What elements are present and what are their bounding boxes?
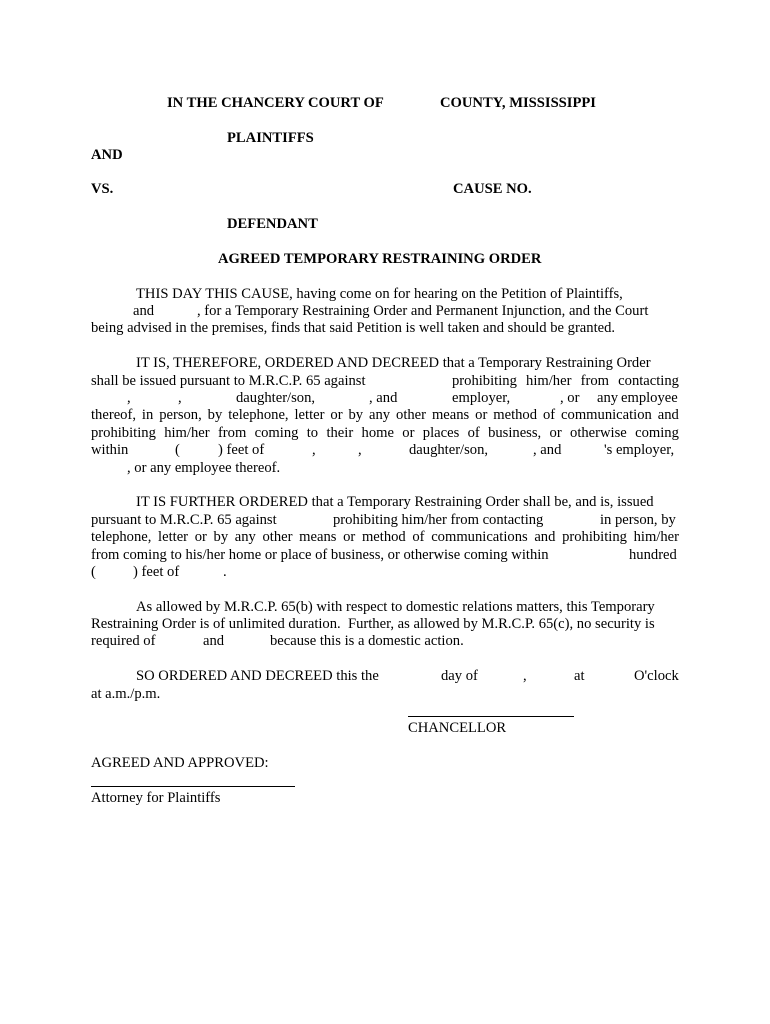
para2-l6-feet: ) feet of <box>218 442 265 458</box>
para2-line5: prohibiting him/her from coming to their home or places of business, or otherwise coming <box>91 425 679 441</box>
para1-line3: being advised in the premises, finds that said Petition is well taken and should be granted. <box>91 320 616 336</box>
para2-l6-paren: ( <box>175 442 180 458</box>
document-title: AGREED TEMPORARY RESTRAINING ORDER <box>218 251 542 267</box>
para2-l3-comma2: , <box>178 390 182 406</box>
para2-l3-employer: employer, <box>452 390 511 406</box>
chancellor-label: CHANCELLOR <box>408 720 507 736</box>
para2-l3-daughterson: daughter/son, <box>236 390 316 406</box>
para3-line1: IT IS FURTHER ORDERED that a Temporary Restraining Order shall be, and is, issued <box>136 494 654 510</box>
para3-l2-a: pursuant to M.R.C.P. 65 against <box>91 512 277 528</box>
para2-l3-employee: employee <box>621 390 678 406</box>
para2-l6-employer: 's employer, <box>604 442 675 458</box>
defendant-label: DEFENDANT <box>227 216 318 232</box>
para2-l6-and: , and <box>533 442 562 458</box>
agreed-approved-label: AGREED AND APPROVED: <box>91 755 269 771</box>
plaintiffs-label: PLAINTIFFS <box>227 130 314 146</box>
para4-l3-reason: because this is a domestic action. <box>270 633 464 649</box>
para1-line2: , for a Temporary Restraining Order and Permanent Injunction, and the Court <box>197 303 649 319</box>
para2-l3-or: , or <box>560 390 580 406</box>
court-county-suffix: COUNTY, MISSISSIPPI <box>440 95 596 111</box>
para2-l3-and: , and <box>369 390 398 406</box>
para3-l2-b: prohibiting him/her from contacting <box>333 512 544 528</box>
para5-ordered: SO ORDERED AND DECREED this the <box>136 668 379 684</box>
para5-at: at <box>574 668 585 684</box>
attorney-signature-line <box>91 786 295 787</box>
para2-line1: IT IS, THEREFORE, ORDERED AND DECREED that a Temporary Restraining Order <box>136 355 651 371</box>
para2-l3-any: any <box>597 390 619 406</box>
para3-l5-feet: ) feet of <box>133 564 180 580</box>
para2-l6-daughterson: daughter/son, <box>409 442 489 458</box>
and-label: AND <box>91 147 123 163</box>
para1-line1: THIS DAY THIS CAUSE, having come on for hearing on the Petition of Plaintiffs, <box>136 286 623 302</box>
para3-l4-a: from coming to his/her home or place of business, or otherwise coming within <box>91 547 549 563</box>
para4-l3-required: required of <box>91 633 156 649</box>
para3-l2-c: in person, by <box>600 512 676 528</box>
para1-and: and <box>133 303 155 319</box>
para2-line4: thereof, in person, by telephone, letter or by any other means or method of communication and <box>91 407 679 423</box>
para3-line3: telephone, letter or by any other means or method of communications and prohibiting him/her <box>91 529 679 545</box>
para2-l2-a: shall be issued pursuant to M.R.C.P. 65 against <box>91 373 366 389</box>
para5-day-of: day of <box>441 668 478 684</box>
para5-oclock: O'clock <box>634 668 679 684</box>
para2-l3-comma1: , <box>127 390 131 406</box>
para5-ampm: at a.m./p.m. <box>91 686 161 702</box>
attorney-label: Attorney for Plaintiffs <box>91 790 221 806</box>
para4-l3-and: and <box>203 633 225 649</box>
para4-line2: Restraining Order is of unlimited duration. Further, as allowed by M.R.C.P. 65(c), no security is <box>91 616 655 632</box>
para2-l6-comma1: , <box>312 442 316 458</box>
para3-l4-hundred: hundred <box>629 547 677 563</box>
court-name-prefix: IN THE CHANCERY COURT OF <box>167 95 384 111</box>
vs-label: VS. <box>91 181 114 197</box>
para5-comma: , <box>523 668 527 684</box>
para2-line7: , or any employee thereof. <box>127 460 281 476</box>
para2-l2-b: prohibiting him/her from contacting <box>452 373 679 389</box>
para2-l6-within: within <box>91 442 129 458</box>
cause-number-label: CAUSE NO. <box>453 181 532 197</box>
para4-line1: As allowed by M.R.C.P. 65(b) with respect to domestic relations matters, this Temporary <box>136 599 655 615</box>
chancellor-signature-line <box>408 716 574 717</box>
para2-l6-comma2: , <box>358 442 362 458</box>
para3-l5-period: . <box>223 564 227 580</box>
para3-l5-paren: ( <box>91 564 96 580</box>
